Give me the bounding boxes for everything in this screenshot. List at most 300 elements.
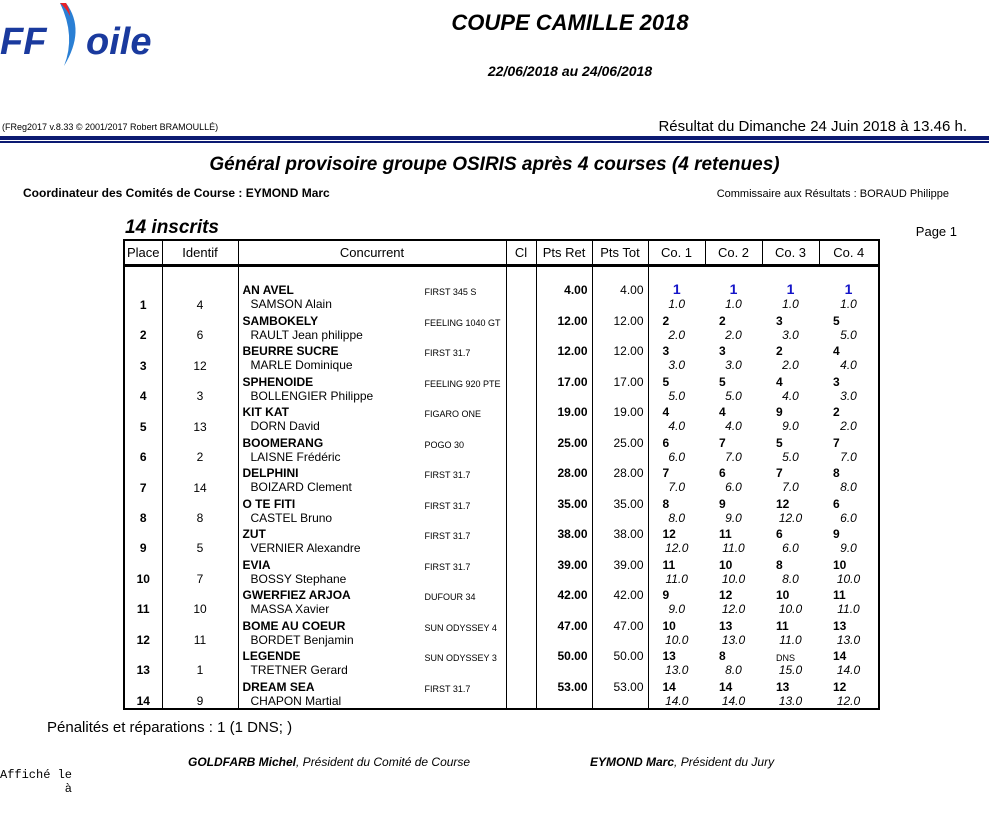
race-points-cell: 10.0 — [665, 632, 689, 647]
header-co1: Co. 1 — [648, 240, 705, 266]
jury-role: , Président du Jury — [674, 755, 775, 769]
pts-tot-empty — [592, 328, 648, 342]
boat-type: SUN ODYSSEY 3 — [424, 653, 497, 664]
place-cell: 2 — [124, 312, 162, 342]
table-row-detail — [124, 419, 879, 433]
pts-ret-cell: 50.00 — [536, 647, 592, 663]
race-points-cell: 3.0 — [840, 388, 857, 403]
header-pts-ret: Pts Ret — [536, 240, 592, 266]
boat-type: FIGARO ONE — [424, 409, 482, 420]
race-rank-cell: 9 — [776, 405, 783, 420]
place-cell: 13 — [124, 647, 162, 677]
table-row-detail — [124, 450, 879, 464]
identif-cell: 6 — [162, 312, 238, 342]
table-row — [124, 495, 879, 511]
skipper-name: BORDET Benjamin — [238, 633, 506, 647]
identif-cell: 13 — [162, 403, 238, 433]
pts-ret-cell: 47.00 — [536, 616, 592, 632]
race-rank-cell: 3 — [662, 344, 670, 359]
boat-type: SUN ODYSSEY 4 — [424, 622, 497, 633]
pts-ret-empty — [536, 633, 592, 647]
pts-tot-empty — [592, 419, 648, 433]
table-row — [124, 525, 879, 541]
pts-tot-cell: 12.00 — [592, 312, 648, 328]
boat-name: DREAM SEA — [242, 679, 315, 694]
race-points-cell: 13.0 — [778, 693, 803, 708]
race-points-cell: 14.0 — [721, 693, 746, 708]
race-rank-cell: 11 — [662, 557, 676, 572]
table-row — [124, 647, 879, 663]
identif-cell: 4 — [162, 281, 238, 311]
pts-ret-cell: 42.00 — [536, 586, 592, 602]
concurrent-cell — [238, 403, 506, 419]
table-row-detail — [124, 297, 879, 311]
race-points-cell: 4.0 — [725, 419, 742, 434]
race-rank-cell: 11 — [833, 588, 846, 603]
skipper-name: TRETNER Gerard — [238, 663, 506, 677]
race-rank-cell: 9 — [662, 588, 670, 603]
pts-tot-empty — [592, 450, 648, 464]
header-divider — [0, 136, 989, 140]
race-rank-cell: 1 — [786, 281, 795, 298]
table-row-detail — [124, 328, 879, 342]
boat-type: FIRST 31.7 — [424, 348, 471, 359]
place-cell: 12 — [124, 616, 162, 646]
pts-tot-empty — [592, 511, 648, 525]
race-points-cell: 3.0 — [725, 358, 742, 373]
race-rank-cell: 6 — [719, 466, 726, 481]
header-cl: Cl — [506, 240, 536, 266]
race-points-cell: 4.0 — [782, 388, 799, 403]
header-co4: Co. 4 — [819, 240, 879, 266]
race-rank-cell: 2 — [833, 405, 840, 420]
pts-tot-empty — [592, 389, 648, 403]
pts-ret-cell: 28.00 — [536, 464, 592, 480]
pts-ret-cell: 25.00 — [536, 434, 592, 450]
pts-tot-cell: 19.00 — [592, 403, 648, 419]
boat-type: FIRST 31.7 — [424, 683, 471, 694]
spacer-cell — [762, 266, 819, 282]
place-cell: 11 — [124, 586, 162, 616]
race-rank-cell: 4 — [833, 344, 840, 359]
cl-cell — [506, 616, 536, 646]
place-cell: 14 — [124, 677, 162, 709]
pts-tot-empty — [592, 602, 648, 616]
table-row-detail — [124, 694, 879, 709]
ranking-subtitle: Général provisoire groupe OSIRIS après 4 courses (4 retenues) — [209, 154, 780, 175]
race-points-cell: 6.0 — [840, 510, 857, 525]
posted-notice: Affiché le à — [0, 768, 73, 796]
skipper-name: MASSA Xavier — [238, 602, 506, 616]
boat-name: BOME AU COEUR — [242, 618, 346, 633]
pts-ret-cell: 4.00 — [536, 281, 592, 297]
boat-name: SPHENOIDE — [242, 374, 314, 389]
race-points-cell: 3.0 — [782, 327, 799, 342]
race-rank-cell: 13 — [833, 618, 847, 633]
table-row — [124, 281, 879, 297]
boat-type: DUFOUR 34 — [424, 592, 476, 603]
boat-name: GWERFIEZ ARJOA — [242, 588, 351, 603]
race-rank-cell: 13 — [776, 679, 790, 694]
header-co3: Co. 3 — [762, 240, 819, 266]
pts-tot-cell: 25.00 — [592, 434, 648, 450]
spacer-cell — [705, 266, 762, 282]
coordinator: Coordinateur des Comités de Course : EYMOND Marc — [23, 186, 330, 200]
pts-ret-empty — [536, 389, 592, 403]
table-row-detail — [124, 541, 879, 555]
boat-type: FIRST 31.7 — [424, 531, 471, 542]
boat-name: DELPHINI — [242, 466, 299, 481]
identif-cell: 5 — [162, 525, 238, 555]
race-points-cell: 13.0 — [836, 632, 861, 647]
race-points-cell: 11.0 — [722, 541, 745, 556]
results-table — [123, 239, 880, 710]
pts-ret-empty — [536, 358, 592, 372]
pts-tot-cell: 4.00 — [592, 281, 648, 297]
cl-cell — [506, 555, 536, 585]
race-points-cell: 12.0 — [836, 693, 861, 708]
header-co2: Co. 2 — [705, 240, 762, 266]
race-committee-role: , Président du Comité de Course — [296, 755, 471, 769]
race-points-cell: 8.0 — [840, 480, 857, 495]
cl-cell — [506, 312, 536, 342]
pts-ret-empty — [536, 541, 592, 555]
race-points-cell: 5.0 — [840, 327, 857, 342]
concurrent-cell — [238, 312, 506, 328]
table-row — [124, 677, 879, 693]
concurrent-cell — [238, 342, 506, 358]
boat-name: BOOMERANG — [242, 435, 324, 450]
pts-ret-cell: 35.00 — [536, 495, 592, 511]
boat-name: O TE FITI — [242, 496, 296, 511]
boat-type: FIRST 31.7 — [424, 561, 471, 572]
boat-name: BEURRE SUCRE — [242, 344, 339, 359]
race-rank-cell: 1 — [672, 281, 681, 298]
identif-cell: 3 — [162, 373, 238, 403]
pts-tot-empty — [592, 633, 648, 647]
race-rank-cell: 3 — [776, 313, 783, 328]
race-points-cell: 11.0 — [837, 602, 860, 617]
race-rank-cell: 14 — [719, 679, 733, 694]
boat-name: SAMBOKELY — [242, 313, 319, 328]
pts-ret-cell: 38.00 — [536, 525, 592, 541]
race-rank-cell: 8 — [662, 496, 670, 511]
race-points-cell: 10.0 — [836, 571, 861, 586]
skipper-name: LAISNE Frédéric — [238, 450, 506, 464]
race-points-cell: 2.0 — [782, 358, 799, 373]
pts-ret-cell: 17.00 — [536, 373, 592, 389]
pts-ret-empty — [536, 480, 592, 494]
race-rank-cell: 2 — [776, 344, 783, 359]
pts-tot-empty — [592, 358, 648, 372]
race-points-cell: 9.0 — [840, 541, 857, 556]
table-header-row — [124, 240, 879, 266]
pts-ret-empty — [536, 511, 592, 525]
race-points-cell: 4.0 — [840, 358, 857, 373]
cl-cell — [506, 373, 536, 403]
race-points-cell: 5.0 — [782, 449, 799, 464]
race-points-cell: 10.0 — [721, 571, 746, 586]
race-rank-cell: 4 — [719, 405, 726, 420]
table-row — [124, 342, 879, 358]
skipper-name: BOSSY Stephane — [238, 572, 506, 586]
spacer-cell — [124, 266, 162, 282]
race-points-cell: 7.0 — [725, 449, 742, 464]
race-rank-cell: 7 — [776, 466, 783, 481]
pts-tot-empty — [592, 572, 648, 586]
result-timestamp: Résultat du Dimanche 24 Juin 2018 à 13.46 h. — [658, 118, 967, 135]
entrants-count: 14 inscrits — [125, 217, 219, 238]
race-rank-cell: 3 — [719, 344, 726, 359]
race-points-cell: 15.0 — [778, 663, 803, 678]
pts-ret-empty — [536, 602, 592, 616]
race-points-cell: 2.0 — [840, 419, 857, 434]
pts-tot-empty — [592, 480, 648, 494]
concurrent-cell — [238, 677, 506, 693]
race-rank-cell: 3 — [833, 374, 840, 389]
table-row — [124, 373, 879, 389]
identif-cell: 12 — [162, 342, 238, 372]
race-rank-cell: 12 — [833, 679, 847, 694]
race-rank-cell: 5 — [833, 313, 840, 328]
race-rank-cell: 4 — [662, 405, 670, 420]
boat-type: FEELING 1040 GT — [424, 317, 501, 328]
table-row — [124, 434, 879, 450]
pts-tot-cell: 47.00 — [592, 616, 648, 632]
skipper-name: DORN David — [238, 419, 506, 433]
race-rank-cell: 10 — [719, 557, 733, 572]
svg-text:oile: oile — [86, 21, 152, 63]
race-rank-cell: 13 — [662, 649, 676, 664]
pts-tot-cell: 39.00 — [592, 555, 648, 571]
concurrent-cell — [238, 586, 506, 602]
race-points-cell: 12.0 — [721, 602, 746, 617]
spacer-cell — [819, 266, 879, 282]
concurrent-cell — [238, 464, 506, 480]
boat-type: FIRST 31.7 — [424, 500, 471, 511]
pts-ret-cell: 12.00 — [536, 342, 592, 358]
race-points-cell: 4.0 — [668, 419, 686, 434]
svg-text:FF: FF — [0, 21, 47, 63]
boat-name: EVIA — [242, 557, 271, 572]
concurrent-cell — [238, 525, 506, 541]
race-rank-cell: 9 — [719, 496, 726, 511]
race-rank-cell: 7 — [833, 435, 840, 450]
place-cell: 6 — [124, 434, 162, 464]
race-points-cell: 1.0 — [782, 297, 799, 312]
race-points-cell: 11.0 — [665, 571, 688, 586]
pts-tot-cell: 50.00 — [592, 647, 648, 663]
race-rank-cell: 2 — [719, 313, 726, 328]
table-row — [124, 616, 879, 632]
jury-name: EYMOND Marc — [590, 755, 675, 769]
race-points-cell: 13.0 — [721, 632, 746, 647]
race-rank-cell: 13 — [719, 618, 733, 633]
race-points-cell: 1.0 — [840, 297, 857, 312]
table-row-detail — [124, 480, 879, 494]
spacer-cell — [536, 266, 592, 282]
pts-tot-cell: 42.00 — [592, 586, 648, 602]
race-rank-cell: 14 — [662, 679, 676, 694]
header-place: Place — [124, 240, 162, 266]
pts-ret-empty — [536, 450, 592, 464]
pts-tot-empty — [592, 297, 648, 311]
identif-cell: 2 — [162, 434, 238, 464]
identif-cell: 10 — [162, 586, 238, 616]
pts-tot-cell: 28.00 — [592, 464, 648, 480]
race-points-cell: 8.0 — [782, 571, 799, 586]
concurrent-cell — [238, 616, 506, 632]
spacer-cell — [648, 266, 705, 282]
skipper-name: BOIZARD Clement — [238, 480, 506, 494]
race-rank-cell: 7 — [662, 466, 670, 481]
skipper-name: CASTEL Bruno — [238, 511, 506, 525]
race-points-cell: 5.0 — [668, 388, 686, 403]
race-rank-cell: 5 — [776, 435, 783, 450]
pts-tot-cell: 12.00 — [592, 342, 648, 358]
header-divider-thin — [0, 141, 989, 143]
pts-tot-empty — [592, 694, 648, 709]
race-committee-signature — [188, 755, 470, 769]
boat-type: FIRST 31.7 — [424, 470, 471, 481]
skipper-name: SAMSON Alain — [238, 297, 506, 311]
race-rank-cell: 12 — [719, 588, 733, 603]
race-points-cell: 9.0 — [725, 510, 742, 525]
spacer-cell — [506, 266, 536, 282]
race-points-cell: 5.0 — [725, 388, 742, 403]
race-rank-cell: 1 — [844, 281, 853, 298]
identif-cell: 11 — [162, 616, 238, 646]
table-row-detail — [124, 358, 879, 372]
penalties-summary: Pénalités et réparations : 1 (1 DNS; ) — [47, 719, 293, 736]
pts-tot-cell: 53.00 — [592, 677, 648, 693]
cl-cell — [506, 403, 536, 433]
race-points-cell: 7.0 — [668, 480, 686, 495]
race-rank-cell: 12 — [776, 496, 790, 511]
boat-type: FEELING 920 PTE — [424, 378, 501, 389]
table-row — [124, 586, 879, 602]
pts-tot-empty — [592, 541, 648, 555]
pts-tot-cell: 38.00 — [592, 525, 648, 541]
event-dates: 22/06/2018 au 24/06/2018 — [487, 63, 653, 79]
cl-cell — [506, 281, 536, 311]
race-points-cell: 6.0 — [725, 480, 742, 495]
concurrent-cell — [238, 373, 506, 389]
race-points-cell: 13.0 — [665, 663, 689, 678]
race-rank-cell: 10 — [833, 557, 847, 572]
skipper-name: BOLLENGIER Philippe — [238, 389, 506, 403]
place-cell: 8 — [124, 495, 162, 525]
table-row-detail — [124, 633, 879, 647]
spacer-cell — [238, 266, 506, 282]
pts-tot-empty — [592, 663, 648, 677]
pts-ret-empty — [536, 419, 592, 433]
race-rank-cell: 2 — [662, 313, 670, 328]
identif-cell: 1 — [162, 647, 238, 677]
boat-name: LEGENDE — [242, 649, 301, 664]
race-points-cell: 6.0 — [668, 449, 686, 464]
spacer-cell — [592, 266, 648, 282]
race-rank-cell: 4 — [776, 374, 783, 389]
race-committee-name: GOLDFARB Michel — [188, 755, 297, 769]
race-points-cell: 2.0 — [725, 327, 742, 342]
table-row — [124, 464, 879, 480]
race-points-cell: 1.0 — [725, 297, 742, 312]
race-rank-cell: 12 — [662, 527, 676, 542]
race-rank-cell: 14 — [833, 649, 847, 664]
cl-cell — [506, 434, 536, 464]
jury-signature — [590, 755, 774, 769]
race-rank-cell: 11 — [719, 527, 732, 542]
place-cell: 10 — [124, 555, 162, 585]
place-cell: 3 — [124, 342, 162, 372]
race-points-cell: 8.0 — [668, 510, 686, 525]
pts-tot-cell: 17.00 — [592, 373, 648, 389]
race-points-cell: 12.0 — [778, 510, 803, 525]
table-row — [124, 403, 879, 419]
race-points-cell: 10.0 — [778, 602, 803, 617]
identif-cell: 14 — [162, 464, 238, 494]
header-pts-tot: Pts Tot — [592, 240, 648, 266]
event-title: COUPE CAMILLE 2018 — [451, 10, 689, 35]
place-cell: 7 — [124, 464, 162, 494]
race-points-cell: 6.0 — [782, 541, 799, 556]
race-points-cell: 11.0 — [779, 632, 802, 647]
race-rank-cell: DNS — [776, 653, 796, 664]
cl-cell — [506, 495, 536, 525]
pts-tot-cell: 35.00 — [592, 495, 648, 511]
race-points-cell: 9.0 — [668, 602, 686, 617]
header-identif: Identif — [162, 240, 238, 266]
cl-cell — [506, 677, 536, 709]
race-points-cell: 7.0 — [840, 449, 857, 464]
concurrent-cell — [238, 434, 506, 450]
sail-icon — [60, 3, 76, 66]
pts-ret-cell: 19.00 — [536, 403, 592, 419]
table-row — [124, 312, 879, 328]
race-points-cell: 2.0 — [668, 327, 686, 342]
concurrent-cell — [238, 281, 506, 297]
race-points-cell: 12.0 — [665, 541, 689, 556]
race-points-cell: 3.0 — [668, 358, 686, 373]
cl-cell — [506, 342, 536, 372]
race-points-cell: 9.0 — [782, 419, 799, 434]
pts-ret-empty — [536, 328, 592, 342]
race-rank-cell: 6 — [662, 435, 670, 450]
race-rank-cell: 10 — [776, 588, 790, 603]
identif-cell: 8 — [162, 495, 238, 525]
concurrent-cell — [238, 647, 506, 663]
place-cell: 5 — [124, 403, 162, 433]
race-points-cell: 14.0 — [836, 663, 861, 678]
race-rank-cell: 8 — [719, 649, 726, 664]
boat-type: FIRST 345 S — [424, 287, 477, 298]
boat-name: AN AVEL — [242, 283, 294, 298]
identif-cell: 7 — [162, 555, 238, 585]
table-spacer-row — [124, 266, 879, 282]
race-rank-cell: 7 — [719, 435, 726, 450]
spacer-cell — [162, 266, 238, 282]
concurrent-cell — [238, 495, 506, 511]
race-rank-cell: 1 — [729, 281, 738, 298]
table-row-detail — [124, 511, 879, 525]
race-rank-cell: 6 — [776, 527, 783, 542]
race-rank-cell: 11 — [776, 618, 789, 633]
software-version: (FReg2017 v.8.33 © 2001/2017 Robert BRAMOULLÉ) — [2, 122, 219, 132]
race-rank-cell: 9 — [833, 527, 840, 542]
race-rank-cell: 10 — [662, 618, 676, 633]
pts-ret-cell: 12.00 — [536, 312, 592, 328]
